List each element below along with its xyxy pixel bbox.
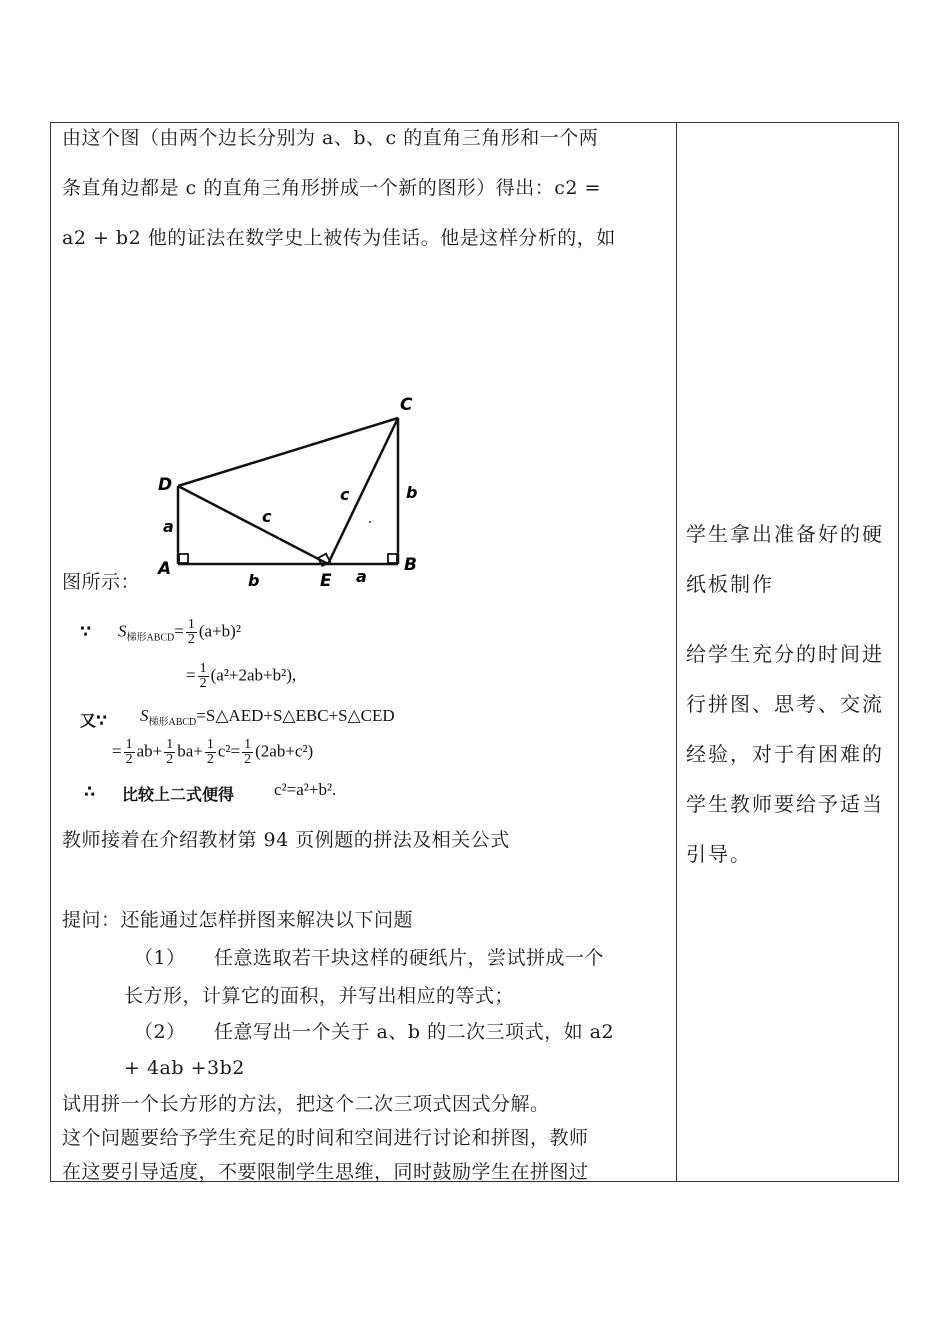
paragraph-line: a2 + b2 他的证法在数学史上被传为佳话。他是这样分析的，如 — [62, 227, 616, 249]
side-label-b-bottom: b — [248, 571, 260, 590]
note-line: 纸板制作 — [686, 572, 774, 596]
label-d: D — [158, 475, 173, 495]
proof-result: c²=a²+b². — [274, 780, 337, 799]
note-line: 引导。 — [686, 842, 752, 866]
also-because-symbol: 又∵ — [80, 711, 108, 730]
item-line: 任意写出一个关于 a、b 的二次三项式，如 a2 — [214, 1021, 615, 1043]
side-label-c-ec: c — [340, 485, 350, 504]
paragraph-line: 教师接着在介绍教材第 94 页例题的拼法及相关公式 — [62, 829, 510, 851]
proof-line-4: = $\frac{1}{2}$ ab+ $\frac{1}{2}$ ba+ $\frac{1}{2}$ c²= $\frac{1}{2}$ (2ab+c²) — [112, 737, 314, 767]
note-line: 学生教师要给予适当 — [686, 792, 884, 816]
side-label-a-bottom: a — [356, 567, 367, 586]
side-label-a-left: a — [163, 517, 174, 536]
item-line: 长方形，计算它的面积，并写出相应的等式； — [124, 985, 515, 1007]
because-symbol: ∵ — [80, 622, 92, 641]
paragraph-line: 由这个图（由两个边长分别为 a、b、c 的直角三角形和一个两 — [62, 127, 599, 149]
proof-line-3: $S_{梯形ABCD}=S\triangle AED+S\triangle EBC+S\triangle CED$ — [140, 706, 395, 728]
right-angle-mark-b — [388, 554, 397, 563]
side-label-c-de: c — [262, 507, 272, 526]
side-label-b-right: b — [406, 483, 418, 502]
paragraph-line: 条直角边都是 c 的直角三角形拼成一个新的图形）得出：c2 = — [62, 177, 601, 199]
item-number: （2） — [134, 1021, 186, 1043]
paragraph-line: 在这要引导适度，不要限制学生思维，同时鼓励学生在拼图过 — [62, 1161, 589, 1183]
label-c: C — [400, 395, 413, 415]
therefore-symbol: ∴ — [84, 782, 96, 801]
note-line: 学生拿出准备好的硬 — [686, 522, 884, 546]
label-e: E — [320, 571, 332, 590]
item-line: + 4ab +3b2 — [124, 1057, 245, 1079]
label-b-vertex: B — [404, 555, 417, 575]
trapezoid-figure — [150, 390, 430, 590]
paragraph-line: 试用拼一个长方形的方法，把这个二次三项式因式分解。 — [62, 1093, 550, 1115]
label-a-vertex: A — [158, 559, 172, 579]
note-line: 经验，对于有困难的 — [686, 742, 884, 766]
note-line: 给学生充分的时间进 — [686, 642, 884, 666]
figure-caption: 图所示： — [62, 571, 141, 593]
compare-text: 比较上二式便得 — [122, 785, 235, 804]
item-line: 任意选取若干块这样的硬纸片，尝试拼成一个 — [214, 947, 605, 969]
column-divider — [676, 122, 677, 1182]
proof-line-1: $S_{梯形ABCD}=$ $\frac{1}{2}$ (a+b)² — [118, 617, 241, 647]
right-angle-mark-a — [179, 554, 188, 563]
proof-line-2: = $\frac{1}{2}$ (a²+2ab+b²), — [186, 661, 297, 691]
paragraph-line: 这个问题要给予学生充足的时间和空间进行讨论和拼图，教师 — [62, 1127, 589, 1149]
note-line: 行拼图、思考、交流 — [686, 692, 884, 716]
item-number: （1） — [134, 947, 186, 969]
question-line: 提问：还能通过怎样拼图来解决以下问题 — [62, 909, 414, 931]
